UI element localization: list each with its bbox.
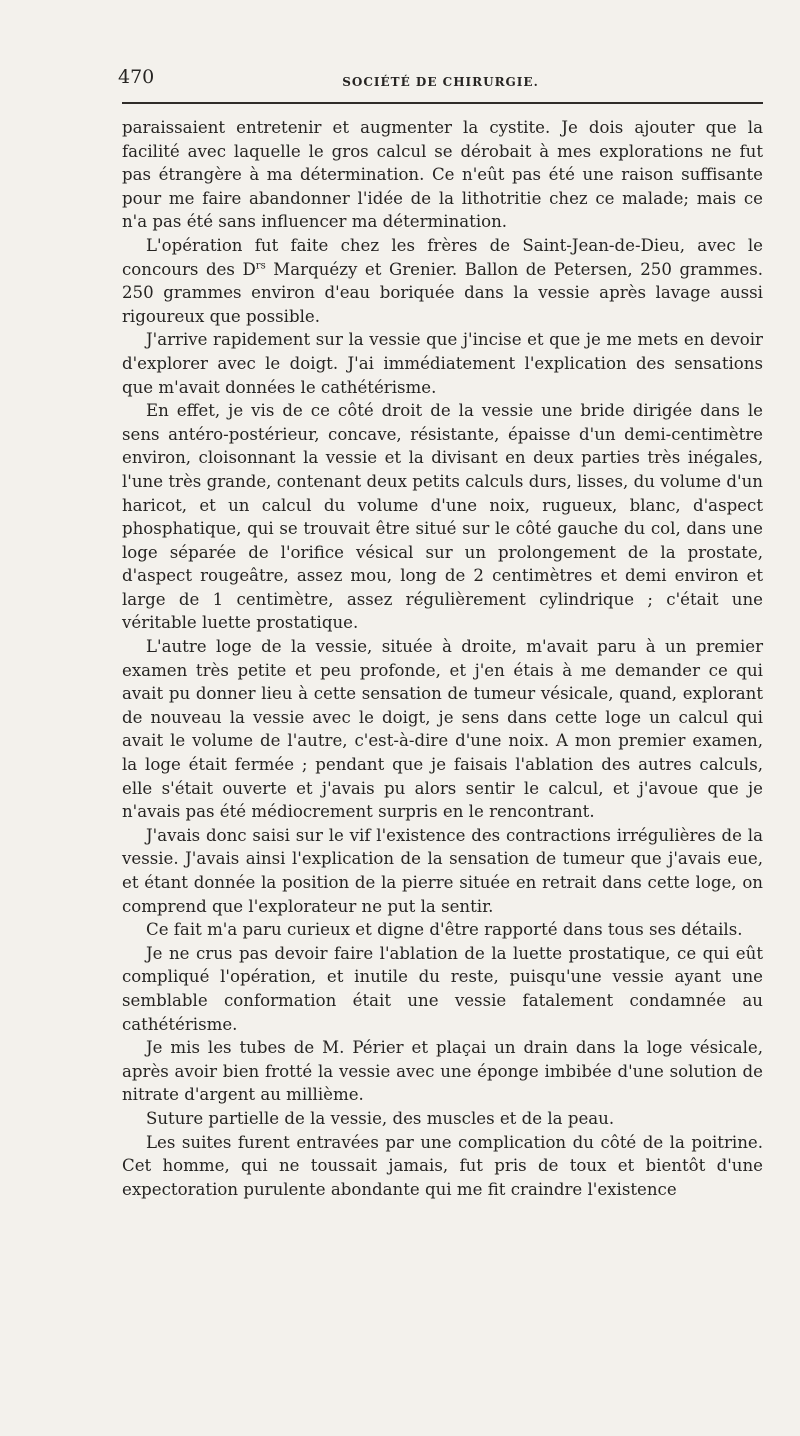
page-header xyxy=(118,66,763,98)
paragraph: Les suites furent entravées par une complication du côté de la poitrine. Cet homme, qui ne toussait jamais, fut pris de toux et bientôt d'une expectoration purulente abondante qui me fit craindre l'existence xyxy=(122,1132,763,1199)
paragraph: Je ne crus pas devoir faire l'ablation de la luette prostatique, ce qui eût compliqué l'opération, et inutile du reste, puisqu'une vessie ayant une semblable conformation était une vessie fatalement condamnée au cathétérisme. xyxy=(122,943,763,1034)
paragraph: J'avais donc saisi sur le vif l'existence des contractions irrégulières de la vessie. J'avais ainsi l'explication de la sensation de tumeur que j'avais eue, et étant donnée la position de la pierre située en retrait dans cette loge, on comprend que l'explorateur ne put la sentir. xyxy=(122,825,763,916)
page-number: 470 xyxy=(118,66,155,88)
paragraph: Je mis les tubes de M. Périer et plaçai un drain dans la loge vésicale, après avoir bien frotté la vessie avec une éponge imbibée d'une solution de nitrate d'argent au millième. xyxy=(122,1038,763,1105)
header-rule xyxy=(122,102,763,104)
paragraph: Suture partielle de la vessie, des muscles et de la peau. xyxy=(146,1108,615,1128)
running-title: SOCIÉTÉ DE CHIRURGIE. xyxy=(342,75,539,89)
superscript: rs xyxy=(255,260,266,272)
paragraph: L'autre loge de la vessie, située à droite, m'avait paru à un premier examen très petite et peu profonde, et j'en étais à me demander ce qui avait pu donner lieu à cette sensation de tumeur vésicale, quand, explorant de nouveau la vessie avec le doigt, je sens dans cette loge un calcul qui avait le volume de l'autre, c'est-à-dire d'une noix. A mon premier examen, la loge était fermée ; pendant que je faisais l'ablation des autres calculs, elle s'était ouverte et j'avais pu alors sentir le calcul, et j'avoue que je n'avais pas été médiocrement surpris en le rencontrant. xyxy=(122,637,763,822)
paragraph: J'arrive rapidement sur la vessie que j'incise et que je me mets en devoir d'explorer avec le doigt. J'ai immédiatement l'explication des sensations que m'avait données le cathétérisme. xyxy=(122,330,763,397)
paragraph-text: Marquézy et Grenier. Ballon de Petersen, 250 grammes. 250 grammes environ d'eau boriquée dans la vessie après lavage aussi rigoureux que possible. xyxy=(122,259,764,326)
paragraph-operation xyxy=(122,234,763,328)
paragraph: En effet, je vis de ce côté droit de la vessie une bride dirigée dans le sens antéro-postérieur, concave, résistante, épaisse d'un demi-centimètre environ, cloisonnant la vessie et la divisant en deux parties très inégales, l'une très grande, contenant deux petits calculs durs, lisses, du volume d'un haricot, et un calcul du volume d'une noix, rugueux, blanc, d'aspect phosphatique, qui se trouvait être situé sur le côté gauche du col, dans une loge séparée de l'orifice vésical sur un prolongement de la prostate, d'aspect rougeâtre, assez mou, long de 2 centimètres et demi environ et large de 1 centimètre, assez régulièrement cylindrique ; c'était une véritable luette prostatique. xyxy=(122,401,763,633)
paragraph-continued: paraissaient entretenir et augmenter la cystite. Je dois ajouter que la facilité avec laquelle le gros calcul se dérobait à mes explorations ne fut pas étrangère à ma détermination. Ce n'eût pas été une raison suffisante pour me faire abandonner l'idée de la lithotritie chez ce malade; mais ce n'a pas été sans influencer ma détermination. xyxy=(122,118,763,232)
paragraph-text: L'opération fut faite chez les frères de Saint-Jean-de-Dieu, avec le concours des D xyxy=(122,235,763,279)
paragraph: Ce fait m'a paru curieux et digne d'être rapporté dans tous ses détails. xyxy=(146,920,743,940)
body-text xyxy=(122,116,763,1201)
